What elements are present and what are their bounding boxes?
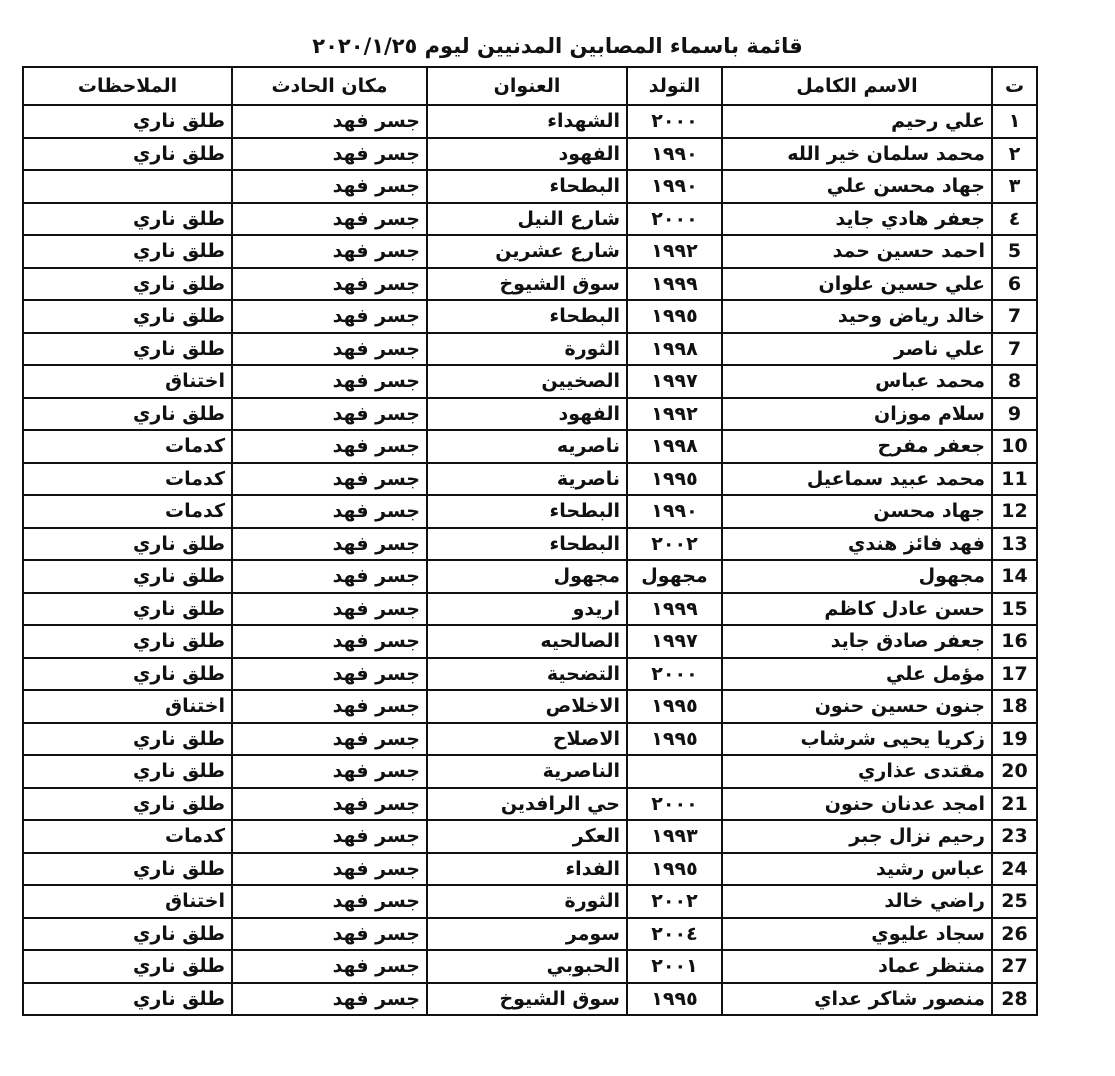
incident-place-cell: جسر فهد bbox=[232, 788, 427, 821]
table-row bbox=[23, 690, 1037, 723]
full-name-cell: راضي خالد bbox=[722, 885, 992, 918]
table-row bbox=[23, 203, 1037, 236]
row-number-cell: 15 bbox=[992, 593, 1037, 626]
full-name-cell: علي ناصر bbox=[722, 333, 992, 366]
full-name-cell: علي حسين علوان bbox=[722, 268, 992, 301]
table-row bbox=[23, 495, 1037, 528]
incident-place-cell: جسر فهد bbox=[232, 105, 427, 138]
full-name-cell: عباس رشيد bbox=[722, 853, 992, 886]
full-name-cell: احمد حسين حمد bbox=[722, 235, 992, 268]
notes-cell: طلق ناري bbox=[23, 268, 232, 301]
table-row bbox=[23, 528, 1037, 561]
birth-year-cell bbox=[627, 755, 722, 788]
incident-place-cell: جسر فهد bbox=[232, 560, 427, 593]
birth-year-cell: ١٩٩٥ bbox=[627, 300, 722, 333]
table-row bbox=[23, 300, 1037, 333]
table-row bbox=[23, 625, 1037, 658]
table-row bbox=[23, 268, 1037, 301]
address-cell: الفهود bbox=[427, 138, 627, 171]
address-cell: الفهود bbox=[427, 398, 627, 431]
incident-place-cell: جسر فهد bbox=[232, 690, 427, 723]
notes-cell: طلق ناري bbox=[23, 723, 232, 756]
table-row bbox=[23, 463, 1037, 496]
birth-year-cell: ١٩٩٠ bbox=[627, 170, 722, 203]
header-place: مكان الحادث bbox=[232, 67, 427, 105]
address-cell: شارع عشرين bbox=[427, 235, 627, 268]
birth-year-cell: ٢٠٠٢ bbox=[627, 528, 722, 561]
full-name-cell: مجهول bbox=[722, 560, 992, 593]
notes-cell: طلق ناري bbox=[23, 203, 232, 236]
notes-cell: اختناق bbox=[23, 365, 232, 398]
page-title: قائمة باسماء المصابين المدنيين ليوم ٢٠٢٠/١/٢٥ bbox=[312, 34, 803, 58]
table-row bbox=[23, 235, 1037, 268]
birth-year-cell: ١٩٩٥ bbox=[627, 690, 722, 723]
notes-cell: طلق ناري bbox=[23, 300, 232, 333]
full-name-cell: جهاد محسن علي bbox=[722, 170, 992, 203]
notes-cell: طلق ناري bbox=[23, 105, 232, 138]
address-cell: مجهول bbox=[427, 560, 627, 593]
table-row bbox=[23, 723, 1037, 756]
birth-year-cell: ١٩٩٣ bbox=[627, 820, 722, 853]
birth-year-cell: ١٩٩٥ bbox=[627, 853, 722, 886]
incident-place-cell: جسر فهد bbox=[232, 203, 427, 236]
row-number-cell: 7 bbox=[992, 333, 1037, 366]
notes-cell: اختناق bbox=[23, 885, 232, 918]
incident-place-cell: جسر فهد bbox=[232, 755, 427, 788]
incident-place-cell: جسر فهد bbox=[232, 430, 427, 463]
table-row bbox=[23, 983, 1037, 1016]
row-number-cell: ٣ bbox=[992, 170, 1037, 203]
birth-year-cell: ٢٠٠١ bbox=[627, 950, 722, 983]
address-cell: البطحاء bbox=[427, 528, 627, 561]
row-number-cell: 28 bbox=[992, 983, 1037, 1016]
incident-place-cell: جسر فهد bbox=[232, 918, 427, 951]
row-number-cell: 24 bbox=[992, 853, 1037, 886]
address-cell: التضحية bbox=[427, 658, 627, 691]
row-number-cell: ٤ bbox=[992, 203, 1037, 236]
birth-year-cell: ٢٠٠٠ bbox=[627, 658, 722, 691]
address-cell: الفداء bbox=[427, 853, 627, 886]
table-row bbox=[23, 918, 1037, 951]
row-number-cell: 8 bbox=[992, 365, 1037, 398]
incident-place-cell: جسر فهد bbox=[232, 528, 427, 561]
notes-cell: طلق ناري bbox=[23, 950, 232, 983]
full-name-cell: جعفر مفرح bbox=[722, 430, 992, 463]
injured-list-table bbox=[22, 66, 1038, 1016]
birth-year-cell: مجهول bbox=[627, 560, 722, 593]
notes-cell: طلق ناري bbox=[23, 593, 232, 626]
notes-cell: طلق ناري bbox=[23, 788, 232, 821]
birth-year-cell: ٢٠٠٢ bbox=[627, 885, 722, 918]
notes-cell: طلق ناري bbox=[23, 918, 232, 951]
incident-place-cell: جسر فهد bbox=[232, 885, 427, 918]
row-number-cell: 27 bbox=[992, 950, 1037, 983]
header-notes: الملاحظات bbox=[23, 67, 232, 105]
incident-place-cell: جسر فهد bbox=[232, 463, 427, 496]
table-row bbox=[23, 820, 1037, 853]
address-cell: ناصرية bbox=[427, 463, 627, 496]
row-number-cell: 9 bbox=[992, 398, 1037, 431]
table-row bbox=[23, 138, 1037, 171]
notes-cell: طلق ناري bbox=[23, 853, 232, 886]
notes-cell: طلق ناري bbox=[23, 398, 232, 431]
table-row bbox=[23, 398, 1037, 431]
incident-place-cell: جسر فهد bbox=[232, 723, 427, 756]
row-number-cell: 14 bbox=[992, 560, 1037, 593]
row-number-cell: 18 bbox=[992, 690, 1037, 723]
address-cell: شارع النيل bbox=[427, 203, 627, 236]
incident-place-cell: جسر فهد bbox=[232, 950, 427, 983]
birth-year-cell: ١٩٩٢ bbox=[627, 235, 722, 268]
full-name-cell: محمد سلمان خير الله bbox=[722, 138, 992, 171]
row-number-cell: 19 bbox=[992, 723, 1037, 756]
notes-cell: كدمات bbox=[23, 430, 232, 463]
birth-year-cell: ١٩٩٧ bbox=[627, 365, 722, 398]
row-number-cell: 11 bbox=[992, 463, 1037, 496]
table-row bbox=[23, 885, 1037, 918]
header-birth: التولد bbox=[627, 67, 722, 105]
birth-year-cell: ١٩٩٥ bbox=[627, 983, 722, 1016]
table-row bbox=[23, 788, 1037, 821]
address-cell: البطحاء bbox=[427, 300, 627, 333]
birth-year-cell: ١٩٩٨ bbox=[627, 333, 722, 366]
full-name-cell: علي رحيم bbox=[722, 105, 992, 138]
table-row bbox=[23, 658, 1037, 691]
birth-year-cell: ١٩٩٥ bbox=[627, 723, 722, 756]
notes-cell: طلق ناري bbox=[23, 333, 232, 366]
address-cell: الصخيين bbox=[427, 365, 627, 398]
table-row bbox=[23, 950, 1037, 983]
full-name-cell: حسن عادل كاظم bbox=[722, 593, 992, 626]
table-row bbox=[23, 560, 1037, 593]
address-cell: سوق الشيوخ bbox=[427, 983, 627, 1016]
notes-cell: طلق ناري bbox=[23, 138, 232, 171]
notes-cell: طلق ناري bbox=[23, 983, 232, 1016]
row-number-cell: 10 bbox=[992, 430, 1037, 463]
row-number-cell: 23 bbox=[992, 820, 1037, 853]
address-cell: الثورة bbox=[427, 885, 627, 918]
row-number-cell: 21 bbox=[992, 788, 1037, 821]
incident-place-cell: جسر فهد bbox=[232, 820, 427, 853]
row-number-cell: 12 bbox=[992, 495, 1037, 528]
address-cell: سومر bbox=[427, 918, 627, 951]
full-name-cell: خالد رياض وحيد bbox=[722, 300, 992, 333]
birth-year-cell: ١٩٩٩ bbox=[627, 268, 722, 301]
full-name-cell: جعفر هادي جايد bbox=[722, 203, 992, 236]
incident-place-cell: جسر فهد bbox=[232, 365, 427, 398]
incident-place-cell: جسر فهد bbox=[232, 625, 427, 658]
address-cell: الاصلاح bbox=[427, 723, 627, 756]
birth-year-cell: ٢٠٠٠ bbox=[627, 105, 722, 138]
address-cell: الصالحيه bbox=[427, 625, 627, 658]
address-cell: الثورة bbox=[427, 333, 627, 366]
full-name-cell: رحيم نزال جبر bbox=[722, 820, 992, 853]
birth-year-cell: ١٩٩٧ bbox=[627, 625, 722, 658]
address-cell: العكر bbox=[427, 820, 627, 853]
notes-cell bbox=[23, 170, 232, 203]
row-number-cell: 6 bbox=[992, 268, 1037, 301]
address-cell: اريدو bbox=[427, 593, 627, 626]
notes-cell: طلق ناري bbox=[23, 755, 232, 788]
row-number-cell: 25 bbox=[992, 885, 1037, 918]
address-cell: حي الرافدين bbox=[427, 788, 627, 821]
row-number-cell: 26 bbox=[992, 918, 1037, 951]
incident-place-cell: جسر فهد bbox=[232, 983, 427, 1016]
incident-place-cell: جسر فهد bbox=[232, 333, 427, 366]
birth-year-cell: ٢٠٠٠ bbox=[627, 203, 722, 236]
birth-year-cell: ١٩٩٠ bbox=[627, 495, 722, 528]
notes-cell: طلق ناري bbox=[23, 625, 232, 658]
table-row bbox=[23, 365, 1037, 398]
incident-place-cell: جسر فهد bbox=[232, 235, 427, 268]
incident-place-cell: جسر فهد bbox=[232, 398, 427, 431]
address-cell: سوق الشيوخ bbox=[427, 268, 627, 301]
birth-year-cell: ١٩٩٠ bbox=[627, 138, 722, 171]
table-row bbox=[23, 430, 1037, 463]
birth-year-cell: ١٩٩٨ bbox=[627, 430, 722, 463]
notes-cell: طلق ناري bbox=[23, 560, 232, 593]
address-cell: ناصريه bbox=[427, 430, 627, 463]
row-number-cell: ٢ bbox=[992, 138, 1037, 171]
table-body bbox=[23, 105, 1037, 1015]
header-row bbox=[23, 67, 1037, 105]
full-name-cell: منتظر عماد bbox=[722, 950, 992, 983]
notes-cell: طلق ناري bbox=[23, 235, 232, 268]
full-name-cell: جهاد محسن bbox=[722, 495, 992, 528]
incident-place-cell: جسر فهد bbox=[232, 300, 427, 333]
header-num: ت bbox=[992, 67, 1037, 105]
incident-place-cell: جسر فهد bbox=[232, 853, 427, 886]
birth-year-cell: ٢٠٠٠ bbox=[627, 788, 722, 821]
table-row bbox=[23, 333, 1037, 366]
address-cell: الحبوبي bbox=[427, 950, 627, 983]
full-name-cell: سلام موزان bbox=[722, 398, 992, 431]
full-name-cell: محمد عبيد سماعيل bbox=[722, 463, 992, 496]
table-row bbox=[23, 105, 1037, 138]
notes-cell: طلق ناري bbox=[23, 528, 232, 561]
full-name-cell: فهد فائز هندي bbox=[722, 528, 992, 561]
incident-place-cell: جسر فهد bbox=[232, 170, 427, 203]
incident-place-cell: جسر فهد bbox=[232, 268, 427, 301]
birth-year-cell: ١٩٩٩ bbox=[627, 593, 722, 626]
row-number-cell: 20 bbox=[992, 755, 1037, 788]
birth-year-cell: ١٩٩٥ bbox=[627, 463, 722, 496]
full-name-cell: جنون حسين حنون bbox=[722, 690, 992, 723]
row-number-cell: 5 bbox=[992, 235, 1037, 268]
full-name-cell: منصور شاكر عداي bbox=[722, 983, 992, 1016]
notes-cell: اختناق bbox=[23, 690, 232, 723]
header-address: العنوان bbox=[427, 67, 627, 105]
address-cell: الناصرية bbox=[427, 755, 627, 788]
table-row bbox=[23, 593, 1037, 626]
table-row bbox=[23, 170, 1037, 203]
header-name: الاسم الكامل bbox=[722, 67, 992, 105]
notes-cell: كدمات bbox=[23, 820, 232, 853]
row-number-cell: 17 bbox=[992, 658, 1037, 691]
incident-place-cell: جسر فهد bbox=[232, 138, 427, 171]
incident-place-cell: جسر فهد bbox=[232, 495, 427, 528]
incident-place-cell: جسر فهد bbox=[232, 593, 427, 626]
address-cell: البطحاء bbox=[427, 495, 627, 528]
row-number-cell: 16 bbox=[992, 625, 1037, 658]
table-row bbox=[23, 755, 1037, 788]
full-name-cell: امجد عدنان حنون bbox=[722, 788, 992, 821]
notes-cell: كدمات bbox=[23, 495, 232, 528]
row-number-cell: 7 bbox=[992, 300, 1037, 333]
birth-year-cell: ١٩٩٢ bbox=[627, 398, 722, 431]
incident-place-cell: جسر فهد bbox=[232, 658, 427, 691]
full-name-cell: زكريا يحيى شرشاب bbox=[722, 723, 992, 756]
birth-year-cell: ٢٠٠٤ bbox=[627, 918, 722, 951]
row-number-cell: 13 bbox=[992, 528, 1037, 561]
full-name-cell: سجاد عليوي bbox=[722, 918, 992, 951]
address-cell: الشهداء bbox=[427, 105, 627, 138]
notes-cell: طلق ناري bbox=[23, 658, 232, 691]
full-name-cell: محمد عباس bbox=[722, 365, 992, 398]
full-name-cell: مؤمل علي bbox=[722, 658, 992, 691]
table-row bbox=[23, 853, 1037, 886]
notes-cell: كدمات bbox=[23, 463, 232, 496]
address-cell: الاخلاص bbox=[427, 690, 627, 723]
full-name-cell: جعفر صادق جايد bbox=[722, 625, 992, 658]
full-name-cell: مقتدى عذاري bbox=[722, 755, 992, 788]
row-number-cell: ١ bbox=[992, 105, 1037, 138]
address-cell: البطحاء bbox=[427, 170, 627, 203]
